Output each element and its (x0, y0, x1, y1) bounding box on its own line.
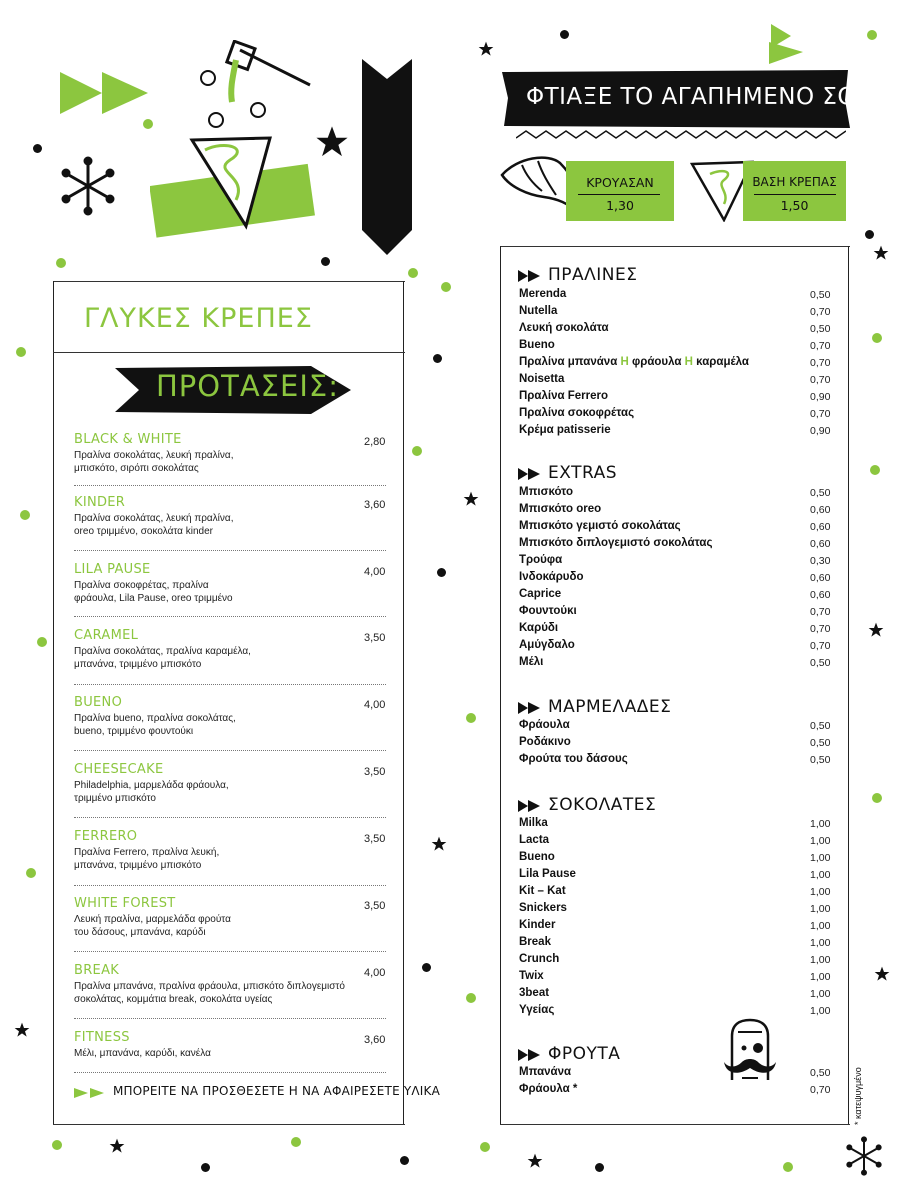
decor-dot (422, 963, 431, 972)
ingredient-name: 3beat (519, 987, 550, 999)
ingredient-price: 0,70 (810, 357, 831, 369)
builder-title: ΦΤΙΑΞΕ ΤΟ ΑΓΑΠΗΜΕΝΟ ΣΟΥ (526, 84, 871, 110)
ingredient-name: Καρύδι (519, 622, 559, 634)
section-title: EXTRAS (548, 463, 618, 483)
dotted-divider (74, 817, 386, 818)
star-icon (478, 41, 494, 57)
dotted-divider (74, 885, 386, 886)
star-icon (874, 966, 890, 982)
ingredient-name: Merenda (519, 288, 567, 300)
ingredient-name: Break (519, 936, 551, 948)
star-icon (463, 491, 479, 507)
ingredient-name: Μπανάνα (519, 1066, 572, 1078)
base-price: 1,50 (780, 198, 809, 213)
menu-item-desc: σοκολάτας, κομμάτια break, σοκολάτα υγείας (74, 994, 273, 1005)
decor-dot (56, 258, 66, 268)
footer-note: ΜΠΟΡΕΙΤΕ ΝΑ ΠΡΟΣΘΕΣΕΤΕ Η ΝΑ ΑΦΑΙΡΕΣΕΤΕ ΥΛΙΚΑ (113, 1084, 441, 1098)
menu-item-price: 4,00 (364, 566, 386, 578)
decor-dot (466, 993, 476, 1003)
dotted-divider (74, 616, 386, 617)
ingredient-name: Μπισκότο (519, 486, 574, 498)
menu-item-desc: Philadelphia, μαρμελάδα φράουλα, (74, 780, 229, 791)
ingredient-name: Caprice (519, 588, 562, 600)
menu-item-name: FERRERO (74, 829, 138, 844)
dotted-divider (74, 1072, 386, 1073)
snowflake-icon (58, 156, 118, 216)
base-divider (578, 194, 660, 195)
ingredient-price: 0,50 (810, 289, 831, 301)
ingredient-price: 0,50 (810, 487, 831, 499)
ingredient-price: 0,90 (810, 425, 831, 437)
decor-dot (33, 144, 42, 153)
section-arrow-icon (518, 799, 542, 813)
ingredient-price: 0,50 (810, 657, 831, 669)
section-title: ΜΑΡΜΕΛΑΔΕΣ (548, 697, 672, 717)
ingredient-price: 0,60 (810, 504, 831, 516)
ingredient-name: Πραλίνα σοκοφρέτας (519, 407, 635, 419)
decor-dot (441, 282, 451, 292)
ingredient-price: 0,70 (810, 306, 831, 318)
menu-item-price: 3,60 (364, 499, 386, 511)
ingredient-price: 0,70 (810, 606, 831, 618)
star-icon (315, 125, 349, 159)
ingredient-name: Kinder (519, 919, 556, 931)
menu-item-name: BUENO (74, 695, 123, 710)
ingredient-price: 0,70 (810, 1084, 831, 1096)
ingredient-name: Φρούτα του δάσους (519, 753, 628, 765)
ingredient-name: Nutella (519, 305, 558, 317)
ingredient-name: Τρούφα (519, 554, 563, 566)
ingredient-name: Bueno (519, 851, 555, 863)
decor-dot (16, 347, 26, 357)
page-title: ΓΛΥΚΕΣ ΚΡΕΠΕΣ (84, 303, 313, 334)
decor-dot (52, 1140, 62, 1150)
ingredient-price: 0,60 (810, 589, 831, 601)
decor-dot (400, 1156, 409, 1165)
ingredient-price: 0,60 (810, 521, 831, 533)
ingredient-name: Φράουλα * (519, 1083, 578, 1095)
ingredient-price: 0,70 (810, 623, 831, 635)
ingredient-price: 0,50 (810, 323, 831, 335)
ingredient-price: 1,00 (810, 869, 831, 881)
menu-item-desc: μπισκότο, σιρόπι σοκολάτας (74, 463, 199, 474)
section-title: ΦΡΟΥΤΑ (548, 1044, 621, 1064)
menu-item-desc: Πραλίνα σοκολάτας, πραλίνα καραμέλα, (74, 646, 251, 657)
decor-dot (872, 333, 882, 343)
ingredient-price: 0,50 (810, 720, 831, 732)
ingredient-name: Lila Pause (519, 868, 576, 880)
menu-item-desc: μπανάνα, τριμμένο μπισκότο (74, 659, 202, 670)
ingredient-price: 0,50 (810, 754, 831, 766)
ingredient-name: Ροδάκινο (519, 736, 571, 748)
decor-dot (595, 1163, 604, 1172)
menu-item-desc: bueno, τριμμένο φουντούκι (74, 726, 194, 737)
ingredient-name: Φουντούκι (519, 605, 577, 617)
decor-dot (867, 30, 877, 40)
dotted-divider (74, 550, 386, 551)
menu-item-price: 3,50 (364, 900, 386, 912)
menu-item-price: 3,60 (364, 1034, 386, 1046)
section-arrow-icon (518, 701, 542, 715)
decor-dot (783, 1162, 793, 1172)
menu-item-price: 3,50 (364, 632, 386, 644)
section-title: ΠΡΑΛΙΝΕΣ (548, 265, 638, 285)
zigzag-divider (516, 128, 846, 142)
dotted-divider (74, 1018, 386, 1019)
star-icon (431, 836, 447, 852)
ingredient-price: 1,00 (810, 954, 831, 966)
menu-item-desc: Λευκή πραλίνα, μαρμελάδα φρούτα (74, 914, 231, 925)
base-name: ΒΑΣΗ ΚΡΕΠΑΣ (752, 175, 837, 189)
menu-item-name: CHEESECAKE (74, 762, 164, 777)
star-icon (873, 245, 889, 261)
menu-item-name: WHITE FOREST (74, 896, 176, 911)
ingredient-price: 0,60 (810, 538, 831, 550)
ingredient-name: Crunch (519, 953, 560, 965)
menu-item-desc: Πραλίνα Ferrero, πραλίνα λευκή, (74, 847, 220, 858)
ingredient-price: 0,70 (810, 408, 831, 420)
ingredient-name: Λευκή σοκολάτα (519, 322, 609, 334)
ingredient-price: 0,70 (810, 374, 831, 386)
ingredient-name: Twix (519, 970, 544, 982)
ingredient-name: Φράουλα (519, 719, 570, 731)
menu-item-price: 2,80 (364, 436, 386, 448)
section-title: ΣΟΚΟΛΑΤΕΣ (548, 795, 657, 815)
menu-item-price: 3,50 (364, 766, 386, 778)
ingredient-price: 1,00 (810, 903, 831, 915)
menu-item-desc: Πραλίνα bueno, πραλίνα σοκολάτας, (74, 713, 236, 724)
decor-dot (560, 30, 569, 39)
decor-dot (480, 1142, 490, 1152)
ingredient-price: 0,90 (810, 391, 831, 403)
dotted-divider (74, 750, 386, 751)
ingredient-name: Κρέμα patisserie (519, 424, 611, 436)
star-icon (14, 1022, 30, 1038)
ingredient-name: Υγείας (519, 1004, 555, 1016)
snowflake-icon (844, 1136, 884, 1176)
base-name: ΚΡΟΥΑΣΑΝ (586, 175, 654, 190)
ingredient-price: 0,70 (810, 640, 831, 652)
decor-dot (466, 713, 476, 723)
star-icon (109, 1138, 125, 1154)
menu-item-desc: μπανάνα, τριμμένο μπισκότο (74, 860, 202, 871)
decor-dot (37, 637, 47, 647)
ingredient-name: Μπισκότο διπλογεμιστό σοκολάτας (519, 537, 713, 549)
ingredient-name: Μέλι (519, 656, 544, 668)
ingredient-name: Ινδοκάρυδο (519, 571, 584, 583)
ingredient-name: Μπισκότο γεμιστό σοκολάτας (519, 520, 681, 532)
crepe-illustration-icon (150, 40, 318, 250)
section-arrow-icon (518, 269, 542, 283)
section-arrow-icon (518, 1048, 542, 1062)
ingredient-price: 1,00 (810, 835, 831, 847)
ingredient-price: 0,30 (810, 555, 831, 567)
menu-item-desc: του δάσους, μπανάνα, καρύδι (74, 927, 206, 938)
mustache-face-icon (718, 1018, 782, 1086)
panel-border (53, 1124, 405, 1125)
ingredient-price: 1,00 (810, 818, 831, 830)
panel-border (500, 1124, 850, 1125)
ribbon-banner-icon (360, 55, 414, 260)
decor-dot (291, 1137, 301, 1147)
ingredient-name: Μπισκότο oreo (519, 503, 602, 515)
dotted-divider (74, 951, 386, 952)
ingredient-price: 1,00 (810, 988, 831, 1000)
star-icon (527, 1153, 543, 1169)
menu-item-name: KINDER (74, 495, 126, 510)
menu-item-name: CARAMEL (74, 628, 139, 643)
dotted-divider (74, 684, 386, 685)
ingredient-name: Πραλίνα μπανάνα Η φράουλα Η καραμέλα (519, 356, 750, 368)
decor-dot (865, 230, 874, 239)
decor-dot (870, 465, 880, 475)
ingredient-name: Πραλίνα Ferrero (519, 390, 609, 402)
menu-item-name: BREAK (74, 963, 120, 978)
base-divider (754, 194, 836, 195)
ingredient-name: Lacta (519, 834, 550, 846)
dotted-divider (74, 485, 386, 486)
menu-item-price: 3,50 (364, 833, 386, 845)
fast-forward-icon (58, 70, 154, 116)
ingredient-price: 1,00 (810, 1005, 831, 1017)
ingredient-price: 1,00 (810, 920, 831, 932)
ingredient-name: Bueno (519, 339, 555, 351)
star-icon (868, 622, 884, 638)
ingredient-price: 0,70 (810, 340, 831, 352)
ingredient-name: Milka (519, 817, 548, 829)
menu-item-desc: Πραλίνα σοκοφρέτας, πραλίνα (74, 580, 209, 591)
decor-dot (321, 257, 330, 266)
ingredient-price: 1,00 (810, 971, 831, 983)
decor-dot (872, 793, 882, 803)
menu-item-desc: Μέλι, μπανάνα, καρύδι, κανέλα (74, 1048, 211, 1059)
menu-item-name: LILA PAUSE (74, 562, 151, 577)
ingredient-name: Snickers (519, 902, 567, 914)
suggestions-banner: ΠΡΟΤΑΣΕΙΣ: (156, 369, 339, 403)
ingredient-price: 0,50 (810, 1067, 831, 1079)
menu-item-price: 4,00 (364, 967, 386, 979)
menu-item-price: 4,00 (364, 699, 386, 711)
ingredient-name: Kit – Kat (519, 885, 566, 897)
decor-dot (26, 868, 36, 878)
ingredient-price: 0,60 (810, 572, 831, 584)
menu-item-desc: oreo τριμμένο, σοκολάτα kinder (74, 526, 213, 537)
ingredient-name: Noisetta (519, 373, 565, 385)
decor-dot (433, 354, 442, 363)
fast-forward-icon (767, 22, 807, 66)
menu-item-name: BLACK & WHITE (74, 432, 182, 447)
decor-dot (437, 568, 446, 577)
ingredient-name: Αμύγδαλο (519, 639, 575, 651)
decor-dot (201, 1163, 210, 1172)
divider (53, 352, 405, 353)
ingredient-price: 0,50 (810, 737, 831, 749)
menu-item-desc: Πραλίνα μπανάνα, πραλίνα φράουλα, μπισκότο διπλογεμιστό (74, 981, 345, 992)
section-arrow-icon (518, 467, 542, 481)
menu-item-name: FITNESS (74, 1030, 130, 1045)
ingredient-price: 1,00 (810, 852, 831, 864)
double-arrow-icon (74, 1087, 108, 1099)
decor-dot (20, 510, 30, 520)
menu-item-desc: φράουλα, Lila Pause, oreo τριμμένο (74, 593, 233, 604)
menu-item-desc: Πραλίνα σοκολάτας, λευκή πραλίνα, (74, 450, 234, 461)
frozen-note: * κατεψυγμένο (853, 1067, 863, 1125)
decor-dot (408, 268, 418, 278)
menu-item-desc: τριμμένο μπισκότο (74, 793, 156, 804)
menu-item-desc: Πραλίνα σοκολάτας, λευκή πραλίνα, (74, 513, 234, 524)
decor-dot (412, 446, 422, 456)
ingredient-price: 1,00 (810, 886, 831, 898)
base-price: 1,30 (606, 198, 634, 213)
ingredient-price: 1,00 (810, 937, 831, 949)
